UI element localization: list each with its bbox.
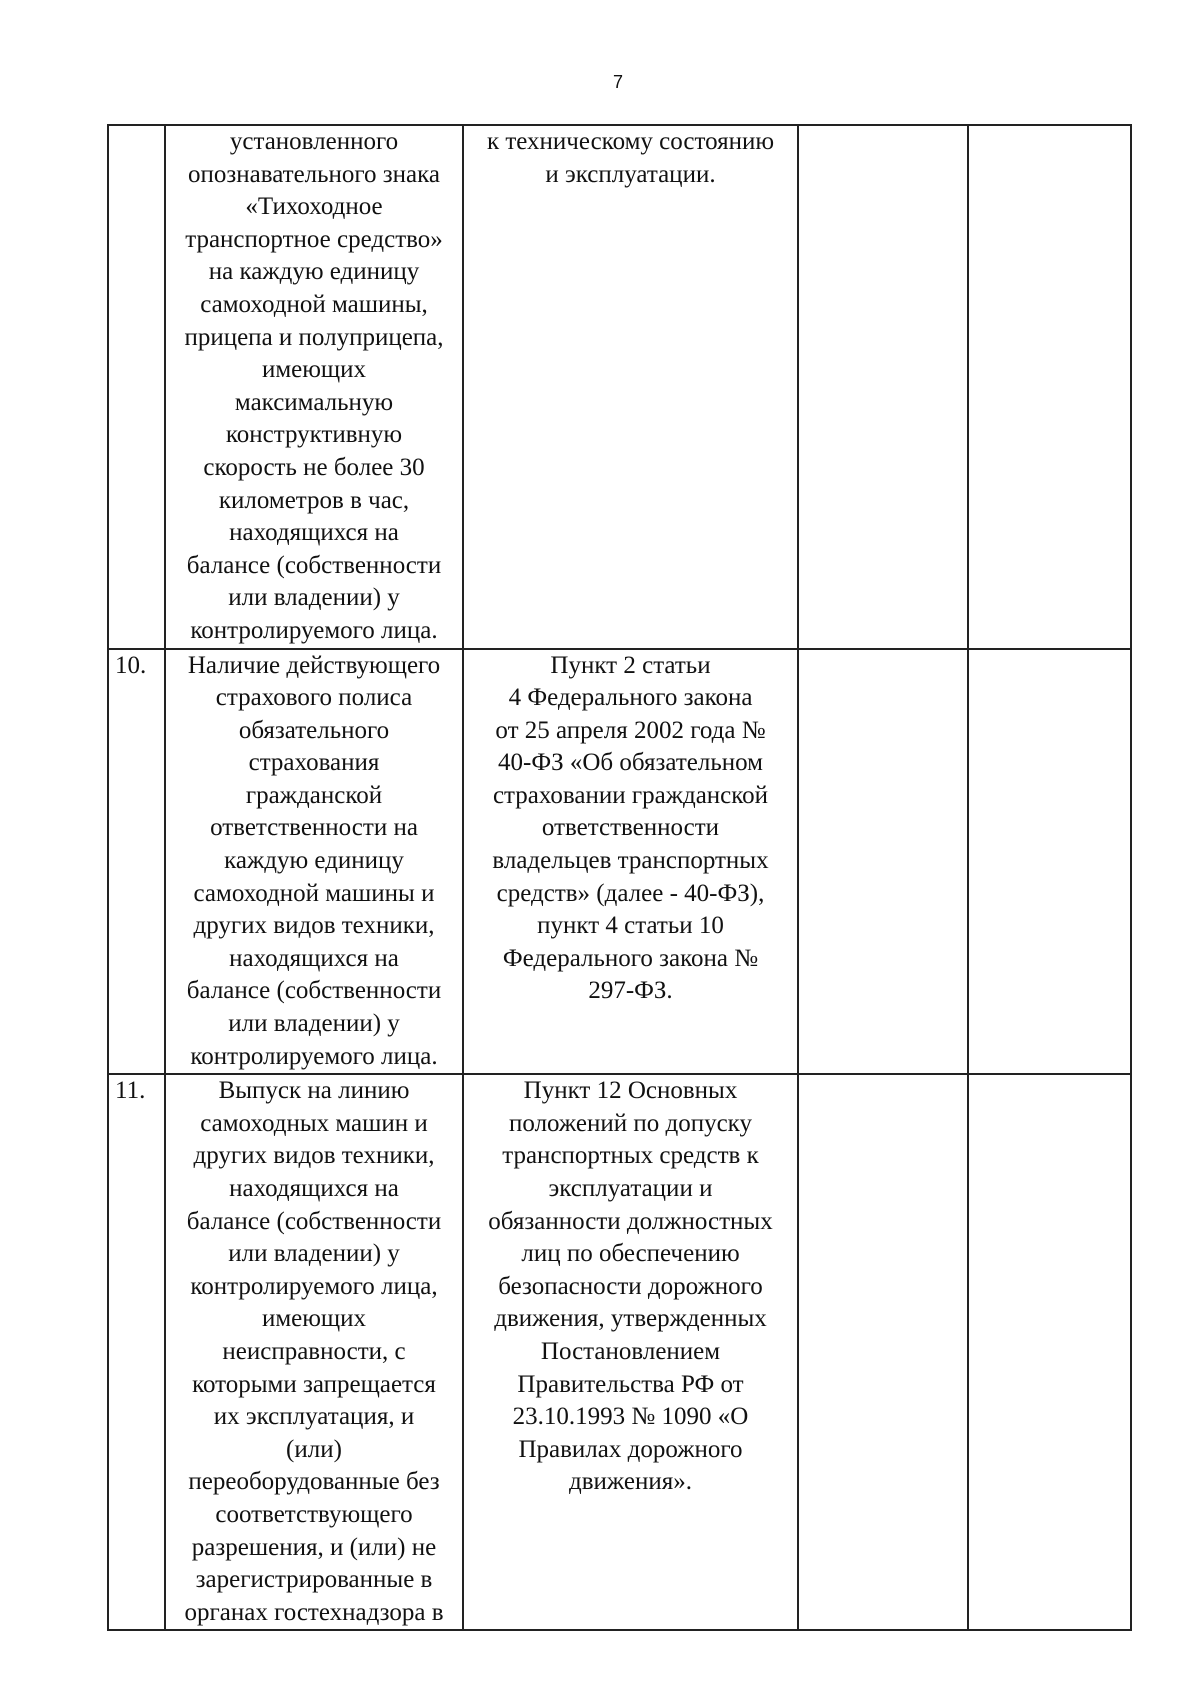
legal-basis-text: Пункт 12 Основных положений по допуску транспортных средств к эксплуатации и обязанности должностных лиц по обеспечению безопасности дорожного движения, утвержденных Постановлением Правительства РФ от 23.10.1993 № 1090 «О Правилах дорожного движения». — [488, 1077, 773, 1496]
note-cell[interactable] — [968, 1074, 1131, 1630]
requirement-cell — [165, 125, 463, 649]
row-number-cell — [108, 125, 165, 649]
requirement-cell — [165, 649, 463, 1075]
checklist-table — [107, 124, 1132, 1631]
page-number: 7 — [612, 72, 623, 92]
row-number-cell — [108, 1074, 165, 1630]
table-row — [108, 649, 1131, 1075]
requirement-text: установленного опознавательного знака «Тихоходное транспортное средство» на каждую единицу самоходной машины, прицепа и полуприцепа, имеющих максимальную конструктивную скорость не более 30 километров в час, находящихся на балансе (собственности или владении) у контролируемого лица. — [184, 128, 444, 644]
answer-cell[interactable] — [798, 125, 968, 649]
answer-cell[interactable] — [798, 1074, 968, 1630]
row-number: 10. — [115, 651, 147, 679]
legal-basis-cell — [463, 1074, 798, 1630]
table-row — [108, 1074, 1131, 1630]
requirement-text: Наличие действующего страхового полиса обязательного страхования гражданской ответственности на каждую единицу самоходной машины и других видов техники, находящихся на балансе (собственности или владении) у контролируемого лица. — [186, 651, 442, 1070]
answer-cell[interactable] — [798, 649, 968, 1075]
table-row — [108, 125, 1131, 649]
legal-basis-text: к техническому состоянию и эксплуатации. — [486, 128, 775, 188]
note-cell[interactable] — [968, 125, 1131, 649]
row-number-cell — [108, 649, 165, 1075]
legal-basis-text: Пункт 2 статьи 4 Федерального закона от 25 апреля 2002 года № 40-ФЗ «Об обязательном страховании гражданской ответственности владельцев транспортных средств» (далее - 40-ФЗ), пункт 4 статьи 10 Федерального закона № 297-ФЗ. — [492, 651, 769, 1005]
legal-basis-cell — [463, 125, 798, 649]
row-number: 11. — [115, 1077, 146, 1105]
requirement-text: Выпуск на линию самоходных машин и других видов техники, находящихся на балансе (собственности или владении) у контролируемого лица, имеющих неисправности, с которыми запрещается их эксплуатация, и (или) переоборудованные без соответствующего разрешения, и (или) не зарегистрированные в органах гостехнадзора в — [184, 1077, 444, 1626]
legal-basis-cell — [463, 649, 798, 1075]
note-cell[interactable] — [968, 649, 1131, 1075]
requirement-cell — [165, 1074, 463, 1630]
